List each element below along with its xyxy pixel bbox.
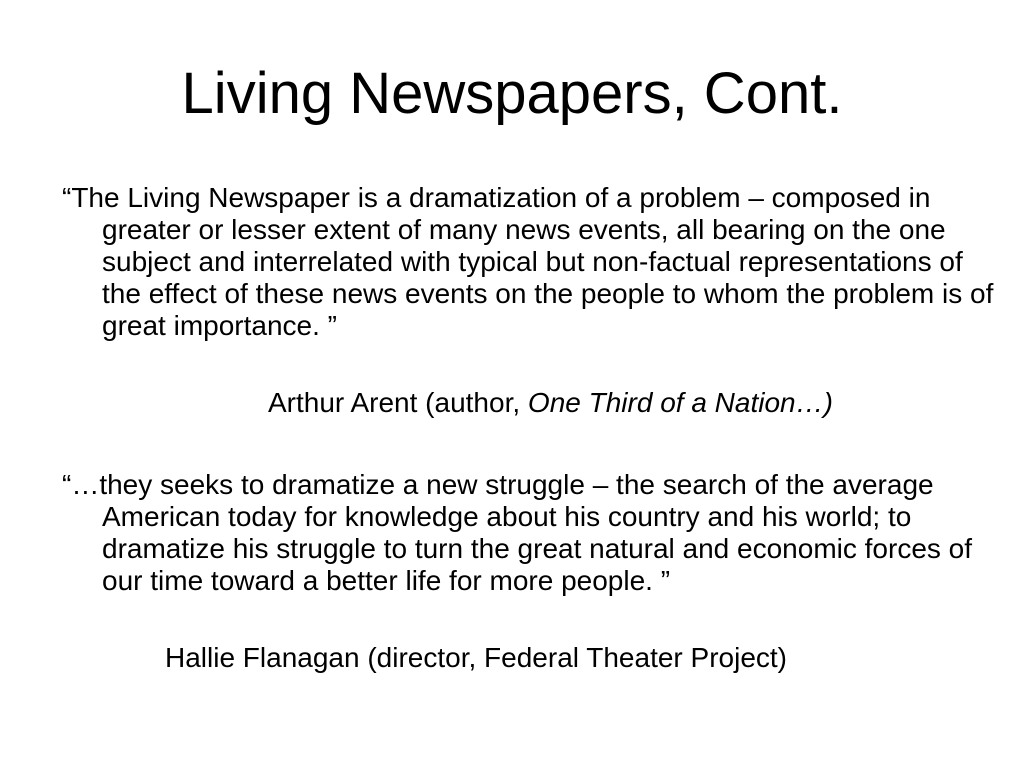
attribution-arent [268, 387, 833, 419]
slide-title: Living Newspapers, Cont. [181, 61, 843, 126]
attribution-arent-work: One Third of a Nation…) [527, 387, 833, 418]
attribution-arent-name: Arthur Arent (author, [268, 387, 528, 418]
quote-flanagan: “…they seeks to dramatize a new struggle – the search of the average American today for knowledge about his country and his world; to dramatize his struggle to turn the great natural and economic forces of our time toward a better life for more people. ” [62, 469, 973, 596]
attribution-flanagan: Hallie Flanagan (director, Federal Theater Project) [165, 642, 788, 673]
quote-arent: “The Living Newspaper is a dramatization of a problem – composed in greater or lesser extent of many news events, all bearing on the one subject and interrelated with typical but non-factual representations of the effect of these news events on the people to whom the problem is of great importance. ” [62, 182, 994, 341]
